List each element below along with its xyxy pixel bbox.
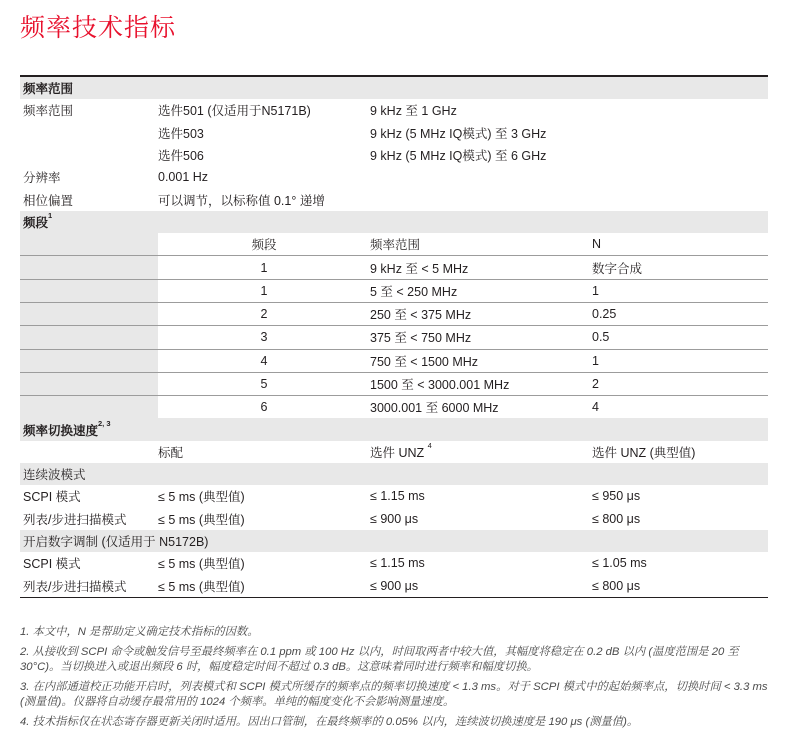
row-label: 频率范围 (23, 104, 74, 119)
range-cell: 250 至 < 375 MHz (370, 302, 592, 325)
spec-table (20, 75, 768, 598)
range-cell: 750 至 < 1500 MHz (370, 349, 592, 372)
band-cell: 1 (158, 256, 370, 279)
footnote-ref: 2, 3 (98, 418, 111, 428)
table-row (20, 144, 768, 166)
footnote-ref: 1 (48, 210, 53, 220)
band-cell: 3 (158, 326, 370, 349)
row-label (20, 144, 158, 166)
row-label: SCPI 模式 (23, 490, 81, 505)
table-row (20, 122, 768, 144)
band-cell: 5 (158, 372, 370, 395)
column-header: 频段 (158, 233, 370, 256)
value-cell: 9 kHz (5 MHz IQ模式) 至 3 GHz (370, 126, 547, 141)
table-row (20, 575, 768, 598)
subsection-cw (20, 463, 768, 485)
option-cell: 选件501 (仅适用于N5171B) (158, 104, 311, 119)
blank-cell (20, 279, 158, 302)
switching-header-row (20, 441, 768, 463)
std-cell: ≤ 5 ms (典型值) (158, 575, 370, 598)
band-cell: 1 (158, 279, 370, 302)
band-row (20, 256, 768, 279)
footnote-ref: 4 (427, 440, 432, 450)
blank-cell (20, 256, 158, 279)
band-cell: 6 (260, 400, 268, 415)
range-cell: 375 至 < 750 MHz (370, 326, 592, 349)
row-label: 列表/步进扫描模式 (20, 575, 158, 598)
std-cell: ≤ 5 ms (典型值) (158, 557, 245, 572)
option-cell: 选件503 (158, 126, 204, 141)
unz-cell: ≤ 1.15 ms (370, 489, 425, 504)
footnote: 4. 技术指标仅在状态寄存器更新关闭时适用。因出口管制，在最终频率的 0.05% 以内，连续波切换速度是 190 μs (测量值)。 (20, 715, 639, 728)
value-cell: 9 kHz 至 1 GHz (370, 104, 457, 119)
option-cell: 选件506 (158, 149, 204, 164)
band-cell: 2 (158, 302, 370, 325)
unz-cell: ≤ 1.15 ms (370, 556, 425, 571)
column-header: 标配 (158, 445, 184, 460)
unz-typ-cell: ≤ 800 μs (592, 511, 641, 526)
band-row (20, 302, 768, 325)
row-label: SCPI 模式 (23, 557, 81, 572)
n-cell: 数字合成 (592, 256, 768, 279)
table-row (20, 552, 768, 574)
table-row (20, 508, 768, 530)
band-row (20, 372, 768, 395)
value-cell: 9 kHz (5 MHz IQ模式) 至 6 GHz (370, 149, 547, 164)
row-label: 分辨率 (23, 171, 61, 186)
subsection-digital (20, 530, 768, 552)
table-row (20, 485, 768, 507)
row-label: 相位偏置 (23, 193, 74, 208)
n-cell: 0.5 (592, 326, 768, 349)
range-cell: 9 kHz 至 < 5 MHz (370, 256, 592, 279)
subsection-title: 连续波模式 (20, 463, 768, 485)
blank-cell (20, 349, 158, 372)
n-cell: 2 (592, 372, 768, 395)
value-cell: 0.001 Hz (158, 170, 209, 185)
page-title: 频率技术指标 (20, 14, 177, 42)
section-bands (20, 211, 768, 233)
section-freq-range (20, 76, 768, 99)
table-row (20, 166, 768, 188)
table-row (20, 99, 768, 121)
section-title (20, 211, 768, 233)
range-cell: 1500 至 < 3000.001 MHz (370, 372, 592, 395)
band-header-row (20, 233, 768, 256)
blank-cell (20, 396, 158, 419)
blank-cell (20, 302, 158, 325)
band-cell: 4 (158, 349, 370, 372)
std-cell: ≤ 5 ms (典型值) (158, 512, 245, 527)
unz-typ-cell: ≤ 1.05 ms (592, 556, 647, 571)
footnote: 1. 本文中，N 是帮助定义确定技术指标的因数。 (20, 626, 259, 638)
n-cell: 0.25 (592, 302, 768, 325)
unz-cell: ≤ 900 μs (370, 575, 592, 598)
unz-cell: ≤ 900 μs (370, 511, 419, 526)
section-title: 频率范围 (20, 76, 768, 99)
n-cell: 1 (592, 279, 768, 302)
subsection-title: 开启数字调制 (仅适用于 N5172B) (20, 530, 768, 552)
column-header (370, 441, 592, 463)
unz-typ-cell: ≤ 950 μs (592, 489, 641, 504)
column-header-text: 选件 UNZ (370, 445, 425, 460)
row-label (20, 122, 158, 144)
std-cell: ≤ 5 ms (典型值) (158, 490, 245, 505)
n-cell: 1 (592, 349, 768, 372)
section-title-text: 频率切换速度 (23, 423, 99, 438)
unz-typ-cell: ≤ 800 μs (592, 575, 768, 598)
band-row (20, 279, 768, 302)
band-row (20, 349, 768, 372)
range-cell: 5 至 < 250 MHz (370, 279, 592, 302)
section-title (20, 418, 768, 440)
row-label: 列表/步进扫描模式 (23, 512, 127, 527)
section-switching (20, 418, 768, 440)
range-cell: 3000.001 至 6000 MHz (370, 401, 499, 416)
blank-cell (20, 441, 158, 463)
blank-cell (20, 233, 158, 256)
band-row (20, 396, 768, 419)
footnote: 2. 从接收到 SCPI 命令或触发信号至最终频率在 0.1 ppm 或 100 Hz 以内，时间取两者中较大值，其幅度将稳定在 0.2 dB 以内 (温度范围是 20 至 30°C)。当切换进入或退出频段 6 时，幅度稳定时间不超过 0.3 dB。这意味着同时进行频率和幅度切换。 (20, 645, 739, 673)
table-row (20, 188, 768, 210)
blank-cell (20, 326, 158, 349)
column-header: 频率范围 (370, 233, 592, 256)
value-cell: 可以调节，以标称值 0.1° 递增 (158, 193, 325, 208)
blank-cell (20, 372, 158, 395)
footnote: 3. 在内部通道校正功能开启时，列表模式和 SCPI 模式所缓存的频率点的频率切换速度 < 1.3 ms。对于 SCPI 模式中的起始频率点，切换时间 < 3.3 ms (测量值)。仪器将自动缓存最常用的 1024 个频率。单纯的幅度变化不会影响测量速度。 (20, 680, 768, 708)
column-header: 选件 UNZ (典型值) (592, 445, 696, 460)
column-header: N (592, 233, 768, 256)
footnotes (20, 625, 772, 734)
section-title-text: 频段 (23, 215, 49, 230)
band-row (20, 326, 768, 349)
n-cell: 4 (592, 400, 599, 415)
